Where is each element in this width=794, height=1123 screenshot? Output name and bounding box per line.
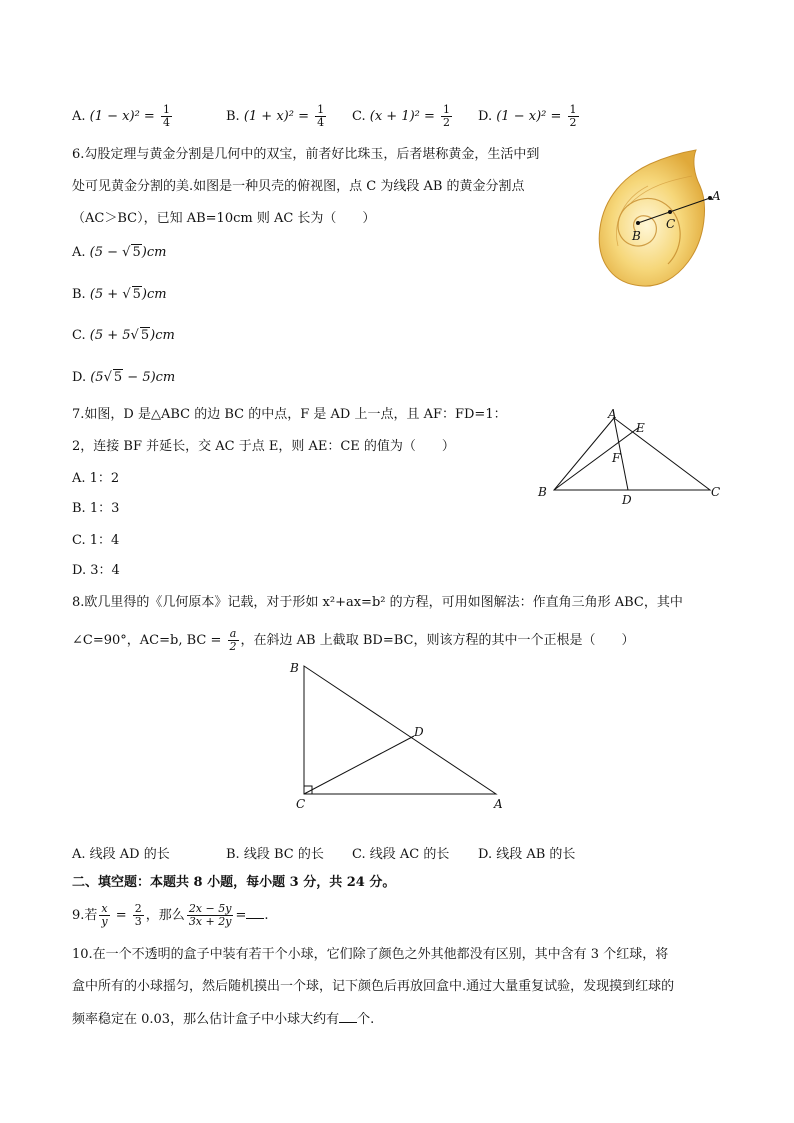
q10-text-line2: 盒中所有的小球摇匀，然后随机摸出一个球，记下颜色后再放回盒中.通过大量重复试验，发现摸到红球的 [72,979,675,994]
q8-text-line1: 8.欧几里得的《几何原本》记载，对于形如 x²+ax=b² 的方程，可用如图解法：作直角三角形 ABC，其中 [72,595,683,610]
label-c: C [666,217,676,231]
q5-option-b: B. (1 + x)² = $\frac{1}{4}$ [226,103,325,129]
q7-option-c: C. 1：4 [72,533,120,548]
label-b: B [290,661,299,675]
q5-option-d: D. (1 − x)² = $\frac{1}{2}$ [478,103,577,129]
label-e: E [636,421,645,435]
label-c: C [711,485,721,499]
label-a: A [494,797,503,810]
q8-triangle-figure [284,656,514,810]
q5-option-c: C. (x + 1)² = $\frac{1}{2}$ [352,103,451,129]
label-d: D [414,725,424,739]
q6-text-line2: 处可见黄金分割的美.如图是一种贝壳的俯视图，点 C 为线段 AB 的黄金分割点 [72,179,525,194]
label-a: A [608,407,617,421]
q9-answer-blank [246,906,264,919]
q6-option-c: C. (5 + 5√ 5)cm [72,328,175,343]
label-b: B [632,229,641,243]
shell-figure [588,146,728,292]
q6-option-d: D. (5√ 5 − 5)cm [72,370,176,385]
segment-be [554,428,638,490]
label-d: D [622,493,632,507]
q8-option-a: A. 线段 AD 的长 [72,847,170,862]
q7-option-a: A. 1：2 [72,471,120,486]
q9-text: 9.若 $\frac{x}{y}$ = $\frac{2}{3}$ ，那么 $\frac{2x - 5y}{3x + 2y}$ = . [72,902,269,928]
q7-option-d: D. 3：4 [72,563,120,578]
label-f: F [612,451,621,465]
q10-answer-blank [339,1010,357,1023]
section-title-fill-in: 二、填空题：本题共 8 小题，每小题 3 分，共 24 分。 [72,875,396,890]
q7-option-b: B. 1：3 [72,501,120,516]
label-a: A [712,189,721,203]
q7-text-line1: 7.如图，D 是△ABC 的边 BC 的中点，F 是 AD 上一点，且 AF：FD=1： [72,407,507,422]
label-b: B [538,485,547,499]
q7-text-line2: 2，连接 BF 并延长，交 AC 于点 E，则 AE：CE 的值为（ ） [72,439,455,454]
triangle-abc [304,666,496,794]
q5-option-a: A. (1 − x)² = $\frac{1}{4}$ [72,103,170,129]
q10-text-line1: 10.在一个不透明的盒子中装有若干个小球，它们除了颜色之外其他都没有区别，其中含有 3 个红球，将 [72,947,669,962]
q6-option-a: A. (5 − √ 5)cm [72,245,167,260]
q8-option-b: B. 线段 BC 的长 [226,847,324,862]
segment-cd [304,736,414,794]
q7-triangle-figure [530,404,730,510]
triangle-abc [554,418,710,490]
label-c: C [296,797,306,810]
q10-text-line3: 频率稳定在 0.03，那么估计盒子中小球大约有 个. [72,1012,375,1027]
q8-text-line2: ∠C=90°，AC=b, BC = $\frac{a}{2}$ ，在斜边 AB 上截取 BD=BC，则该方程的其中一个正根是（ ） [72,627,635,653]
q6-text-line1: 6.勾股定理与黄金分割是几何中的双宝，前者好比珠玉，后者堪称黄金，生活中到 [72,147,540,162]
q8-option-c: C. 线段 AC 的长 [352,847,450,862]
q6-option-b: B. (5 + √ 5)cm [72,287,167,302]
q8-option-d: D. 线段 AB 的长 [478,847,576,862]
q6-text-line3: （AC＞BC），已知 AB=10cm 则 AC 长为（ ） [72,211,376,226]
